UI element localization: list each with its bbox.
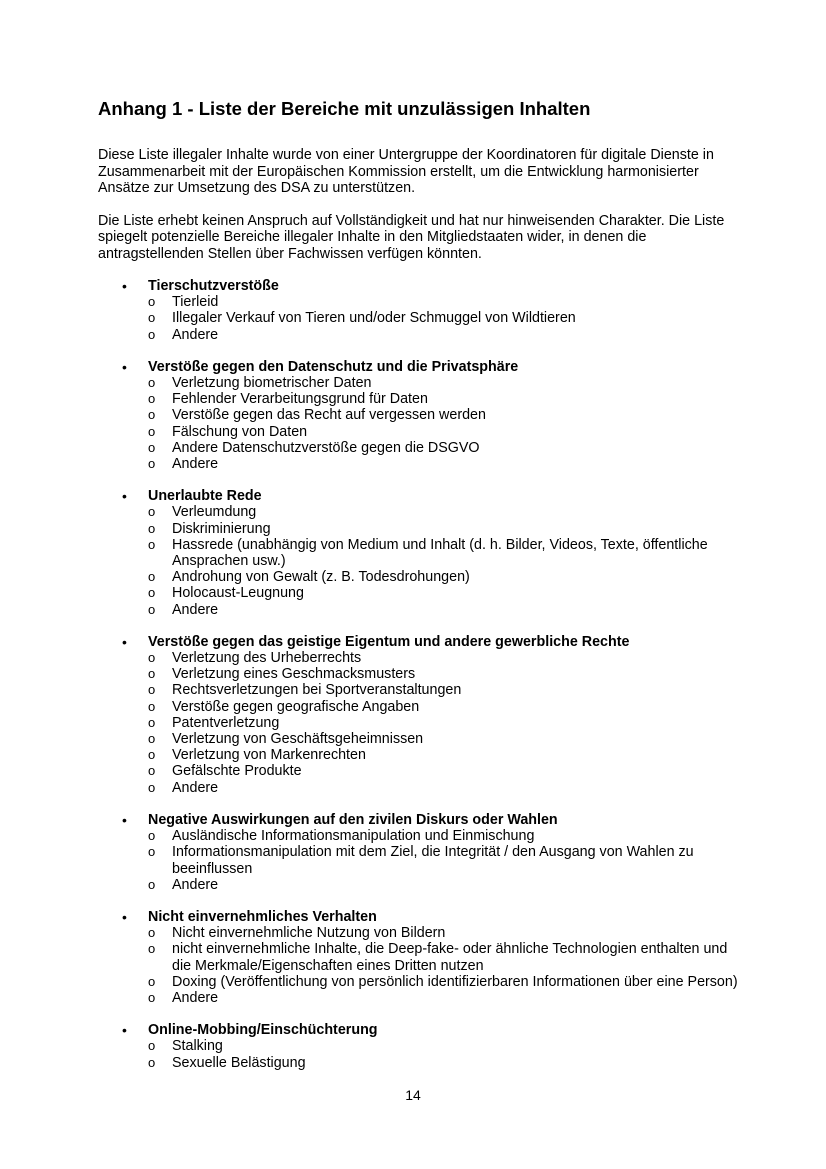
subcategory-label: Verletzung eines Geschmacksmusters [172,666,416,683]
subcategory-list [148,504,738,617]
subcategory-label: Informationsmanipulation mit dem Ziel, die Integrität / den Ausgang von Wahlen zu beeinflussen [172,844,694,877]
subcategory-label: Ausländische Informationsmanipulation und Einmischung [172,828,535,845]
circle-bullet-icon: o [148,536,156,552]
subcategory-item [148,310,738,326]
circle-bullet-icon: o [148,844,156,860]
circle-bullet-icon: o [148,731,156,747]
bullet-icon: • [122,811,127,828]
circle-bullet-icon: o [148,763,156,779]
subcategory-item [148,375,738,391]
category-title: Negative Auswirkungen auf den zivilen Diskurs oder Wahlen [148,811,558,828]
circle-bullet-icon: o [148,682,156,698]
subcategory-item [148,974,738,990]
circle-bullet-icon: o [148,779,156,795]
circle-bullet-icon: o [148,876,156,892]
circle-bullet-icon: o [148,714,156,730]
subcategory-item [148,844,738,876]
subcategory-item [148,780,738,796]
intro-paragraph-2: Die Liste erhebt keinen Anspruch auf Vollständigkeit und hat nur hinweisenden Charakter. Die Liste spiegelt potenzielle Bereiche illegaler Inhalte in den Mitgliedstaaten wider, in denen die antragstellenden Stellen über Fachwissen verfügen könnten. [98,212,725,262]
circle-bullet-icon: o [148,941,156,957]
subcategory-item [148,327,738,343]
subcategory-label: Tierleid [172,294,219,311]
subcategory-label: Andere [172,601,219,618]
subcategory-list [148,650,738,796]
circle-bullet-icon: o [148,601,156,617]
subcategory-label: Rechtsverletzungen bei Sportveranstaltungen [172,682,462,699]
circle-bullet-icon: o [148,925,156,941]
subcategory-list [148,375,738,472]
subcategory-list [148,1038,738,1070]
subcategory-label: Diskriminierung [172,520,271,537]
circle-bullet-icon: o [148,1054,156,1070]
category-item [98,488,738,618]
circle-bullet-icon: o [148,828,156,844]
circle-bullet-icon: o [148,585,156,601]
circle-bullet-icon: o [148,973,156,989]
bullet-icon: • [122,278,127,294]
subcategory-label: Doxing (Veröffentlichung von persönlich identifizierbaren Informationen über eine Person) [172,973,738,990]
subcategory-item [148,602,738,618]
subcategory-label: Andere [172,876,219,893]
category-title: Verstöße gegen das geistige Eigentum und andere gewerbliche Rechte [148,633,630,650]
circle-bullet-icon: o [148,391,156,407]
subcategory-label: Patentverletzung [172,714,280,731]
subcategory-item [148,456,738,472]
subcategory-item [148,294,738,310]
bullet-icon: • [122,488,127,505]
subcategory-item [148,877,738,893]
subcategory-list [148,294,738,343]
subcategory-item [148,569,738,585]
subcategory-label: Andere Datenschutzverstöße gegen die DSGVO [172,439,480,456]
subcategory-item [148,424,738,440]
bullet-icon: • [122,358,127,375]
subcategory-item [148,990,738,1006]
circle-bullet-icon: o [148,698,156,714]
subcategory-item [148,828,738,844]
subcategory-item [148,666,738,682]
bullet-icon: • [122,908,127,925]
subcategory-label: Hassrede (unabhängig von Medium und Inhalt (d. h. Bilder, Videos, Texte, öffentliche Ansprachen usw.) [172,536,708,570]
circle-bullet-icon: o [148,294,156,310]
subcategory-item [148,941,738,973]
subcategory-item [148,925,738,941]
category-item [98,278,738,343]
bullet-icon: • [122,1022,127,1039]
subcategory-item [148,682,738,698]
document-page [98,98,738,1071]
subcategory-item [148,407,738,423]
subcategory-label: Verletzung des Urheberrechts [172,650,362,667]
intro-paragraph-1: Diese Liste illegaler Inhalte wurde von einer Untergruppe der Koordinatoren für digitale Dienste in Zusammenarbeit mit der Europäischen Kommission erstellt, um die Entwicklung harmonisierter Ansätze zur Umsetzung des DSA zu unterstützen. [98,147,714,196]
page-number: 14 [405,1087,421,1103]
subcategory-label: Verletzung biometrischer Daten [172,375,372,392]
subcategory-item [148,715,738,731]
category-item [98,634,738,796]
subcategory-label: Verstöße gegen das Recht auf vergessen werden [172,407,486,424]
circle-bullet-icon: o [148,650,156,666]
circle-bullet-icon: o [148,1038,156,1054]
subcategory-label: Verleumdung [172,504,257,521]
circle-bullet-icon: o [148,747,156,763]
subcategory-label: Andere [172,326,219,343]
subcategory-label: Fälschung von Daten [172,423,308,440]
subcategory-item [148,585,738,601]
circle-bullet-icon: o [148,310,156,326]
category-list [98,278,738,1071]
category-title: Unerlaubte Rede [148,488,262,505]
subcategory-label: Sexuelle Belästigung [172,1054,306,1071]
subcategory-item [148,650,738,666]
subcategory-label: Verletzung von Markenrechten [172,747,366,764]
page-title: Anhang 1 - Liste der Bereiche mit unzulässigen Inhalten [98,98,591,119]
category-title: Verstöße gegen den Datenschutz und die Privatsphäre [148,358,519,375]
category-item [98,1022,738,1071]
subcategory-label: Verstöße gegen geografische Angaben [172,698,420,715]
circle-bullet-icon: o [148,569,156,585]
subcategory-label: Fehlender Verarbeitungsgrund für Daten [172,391,428,408]
subcategory-label: Illegaler Verkauf von Tieren und/oder Schmuggel von Wildtieren [172,310,576,327]
subcategory-label: Verletzung von Geschäftsgeheimnissen [172,731,424,748]
subcategory-item [148,731,738,747]
category-item [98,812,738,893]
circle-bullet-icon: o [148,989,156,1005]
circle-bullet-icon: o [148,375,156,391]
circle-bullet-icon: o [148,666,156,682]
subcategory-label: Andere [172,989,219,1006]
subcategory-label: Nicht einvernehmliche Nutzung von Bildern [172,925,446,942]
circle-bullet-icon: o [148,520,156,536]
category-item [98,359,738,472]
subcategory-label: Holocaust-Leugnung [172,585,304,602]
subcategory-item [148,504,738,520]
category-title: Online-Mobbing/Einschüchterung [148,1022,378,1039]
subcategory-label: Stalking [172,1038,223,1055]
subcategory-item [148,699,738,715]
circle-bullet-icon: o [148,326,156,342]
subcategory-item [148,747,738,763]
subcategory-label: Andere [172,456,219,473]
subcategory-item [148,440,738,456]
subcategory-list [148,828,738,893]
category-item [98,909,738,1006]
circle-bullet-icon: o [148,423,156,439]
subcategory-item [148,521,738,537]
subcategory-item [148,1055,738,1071]
category-title: Nicht einvernehmliches Verhalten [148,908,377,925]
subcategory-item [148,763,738,779]
bullet-icon: • [122,633,127,650]
subcategory-list [148,925,738,1006]
subcategory-label: Androhung von Gewalt (z. B. Todesdrohungen) [172,569,470,586]
subcategory-item [148,537,738,569]
subcategory-item [148,1038,738,1054]
subcategory-label: Gefälschte Produkte [172,763,302,780]
circle-bullet-icon: o [148,407,156,423]
subcategory-label: Andere [172,779,219,796]
circle-bullet-icon: o [148,504,156,520]
circle-bullet-icon: o [148,456,156,472]
subcategory-item [148,391,738,407]
category-title: Tierschutzverstöße [148,278,279,294]
circle-bullet-icon: o [148,439,156,455]
subcategory-label: nicht einvernehmliche Inhalte, die Deep-fake- oder ähnliche Technologien enthalten und die Merkmale/Eigenschaften eines Dritten nutzen [172,941,728,974]
